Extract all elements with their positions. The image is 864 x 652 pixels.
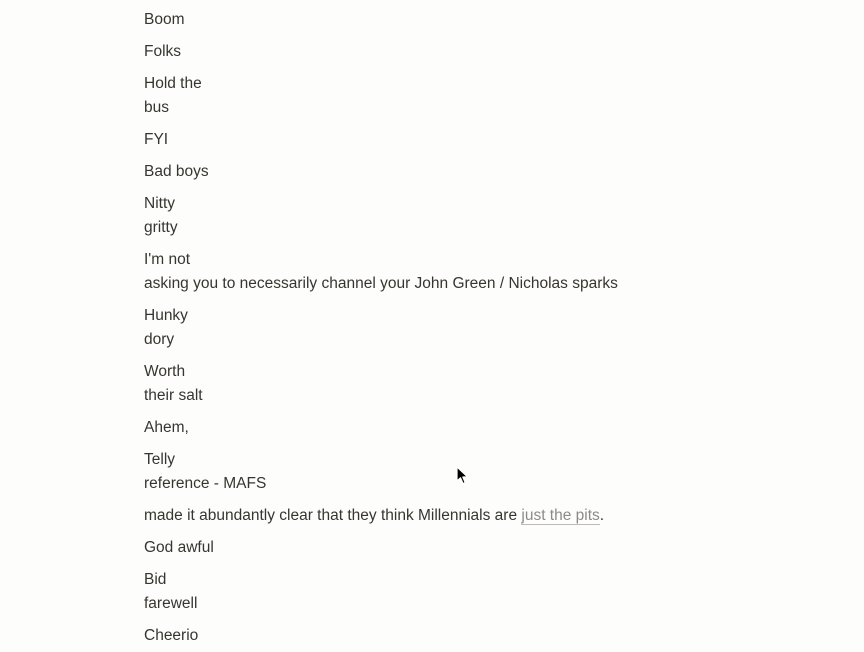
text-block-hunky-dory[interactable] <box>144 304 784 352</box>
text-line <box>144 504 784 528</box>
text-line: Bid <box>144 571 167 588</box>
text-line: bus <box>144 99 169 116</box>
text-block-millennials[interactable] <box>144 504 784 528</box>
text-line: farewell <box>144 595 198 612</box>
text-block-nitty-gritty[interactable] <box>144 192 784 240</box>
text-line: Folks <box>144 43 182 60</box>
text-line: Cheerio <box>144 627 199 644</box>
text-block-hold-the-bus[interactable] <box>144 72 784 120</box>
text-line: dory <box>144 331 175 348</box>
text-line: Hunky <box>144 307 188 324</box>
text-block-god-awful[interactable] <box>144 536 784 560</box>
mouse-pointer-icon <box>456 466 470 486</box>
text-block-im-not[interactable] <box>144 248 784 296</box>
text-after-link: . <box>599 507 605 524</box>
text-line: Boom <box>144 11 185 28</box>
text-block-ahem[interactable] <box>144 416 784 440</box>
text-block-boom[interactable] <box>144 8 784 32</box>
text-block-bid-farewell[interactable] <box>144 568 784 616</box>
text-line: Bad boys <box>144 163 209 180</box>
text-line: their salt <box>144 387 203 404</box>
text-block-cheerio[interactable] <box>144 624 784 648</box>
text-line: Ahem, <box>144 419 189 436</box>
text-before-link: made it abundantly clear that they think Millennials are <box>144 507 522 524</box>
text-line: Nitty <box>144 195 175 212</box>
text-block-folks[interactable] <box>144 40 784 64</box>
text-line: Worth <box>144 363 186 380</box>
text-line: I'm not <box>144 251 191 268</box>
text-line: Telly <box>144 451 176 468</box>
text-line: God awful <box>144 539 214 556</box>
text-block-fyi[interactable] <box>144 128 784 152</box>
text-line: reference - MAFS <box>144 475 267 492</box>
text-block-bad-boys[interactable] <box>144 160 784 184</box>
text-block-worth-their-salt[interactable] <box>144 360 784 408</box>
page-content <box>144 8 784 652</box>
text-line: gritty <box>144 219 178 236</box>
text-line: FYI <box>144 131 169 148</box>
text-line: Hold the <box>144 75 202 92</box>
text-line: asking you to necessarily channel your John Green / Nicholas sparks <box>144 275 618 292</box>
just-the-pits-link[interactable]: just the pits <box>521 507 600 524</box>
